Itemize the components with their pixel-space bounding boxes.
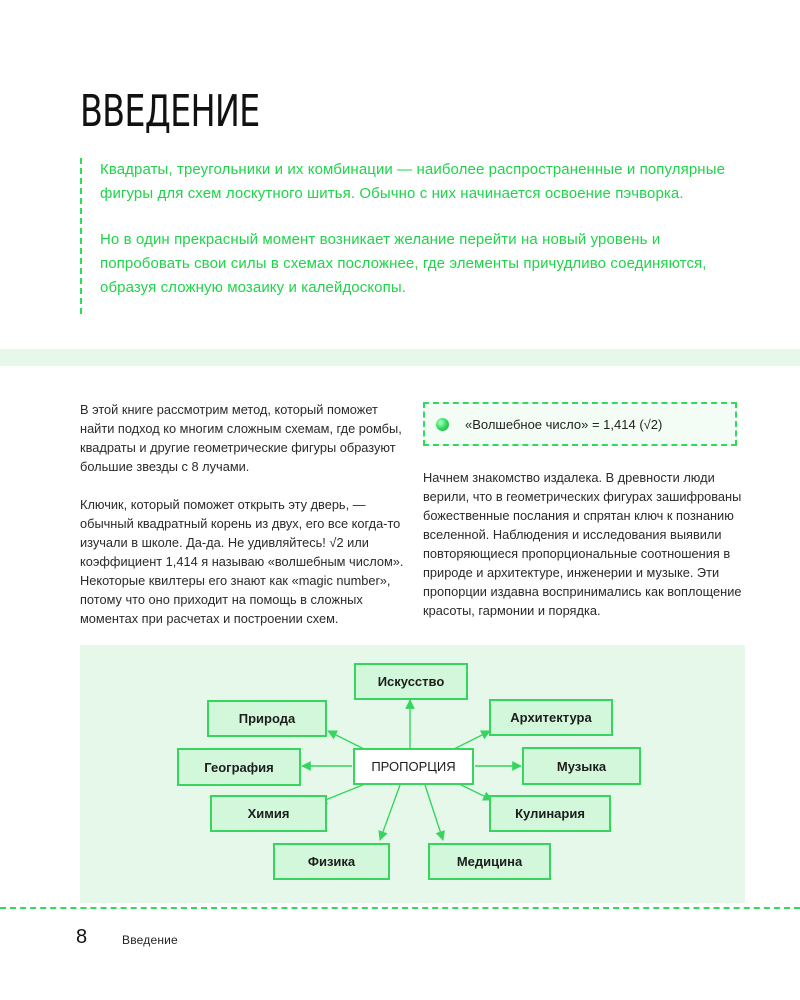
node-chemistry: Химия <box>210 795 327 832</box>
node-architecture: Архитектура <box>489 699 613 736</box>
intro-paragraph-1: Квадраты, треугольники и их комбинации — наиболее распространенные и популярные фигуры для схем лоскутного шитья. Обычно с них начинается освоение пэчворка. <box>100 161 726 202</box>
footer-divider <box>0 907 800 909</box>
right-paragraph: Начнем знакомство издалека. В древности люди верили, что в геометрических фигурах зашифрованы божественные послания и спрятан ключ к познанию вселенной. Наблюдения и исследования выявили повторяющиеся пропорциональные соотношения в природе и архитектуре, инженерии и музыке. Эти пропорции издавна воспринимались как воплощение красоты, гармонии и порядка. <box>423 470 742 618</box>
left-paragraph-2: Ключик, который поможет открыть эту дверь, — обычный квадратный корень из двух, его все когда-то изучали в школе. Да-да. Не удивляйтесь! √2 или коэффициент 1,414 я называю «волшебным числом». Некоторые квилтеры его знают как «magic number», потому что оно приходит на помощь в сложных моментах при расчетах и построении схем. <box>80 497 404 626</box>
arrow-to-physics <box>380 785 400 840</box>
node-medicine: Медицина <box>428 843 551 880</box>
node-geography: География <box>177 748 301 786</box>
running-title: Введение <box>122 933 178 947</box>
page-number: 8 <box>76 926 88 948</box>
proportion-diagram <box>80 645 745 903</box>
magic-number-callout <box>423 402 737 446</box>
node-art: Искусство <box>354 663 468 700</box>
green-dot-icon <box>436 418 449 431</box>
node-proportion: ПРОПОРЦИЯ <box>353 748 474 785</box>
intro-block <box>80 158 740 314</box>
divider-band <box>0 349 800 366</box>
node-music: Музыка <box>522 747 641 785</box>
left-column <box>80 400 405 628</box>
node-physics: Физика <box>273 843 390 880</box>
node-cooking: Кулинария <box>489 795 611 832</box>
arrow-to-medicine <box>425 785 443 840</box>
intro-paragraph-2: Но в один прекрасный момент возникает желание перейти на новый уровень и попробовать свои силы в схемах посложнее, где элементы причудливо соединяются, образуя сложную мозаику и калейдоскопы. <box>100 231 707 296</box>
right-column <box>423 468 748 620</box>
page-title: ВВЕДЕНИЕ <box>80 86 260 137</box>
node-nature: Природа <box>207 700 327 737</box>
callout-text: «Волшебное число» = 1,414 (√2) <box>465 416 663 432</box>
left-paragraph-1: В этой книге рассмотрим метод, который поможет найти подход ко многим сложным схемам, где ромбы, квадраты и другие геометрические фигуры образуют большие звезды с 8 лучами. <box>80 402 402 474</box>
